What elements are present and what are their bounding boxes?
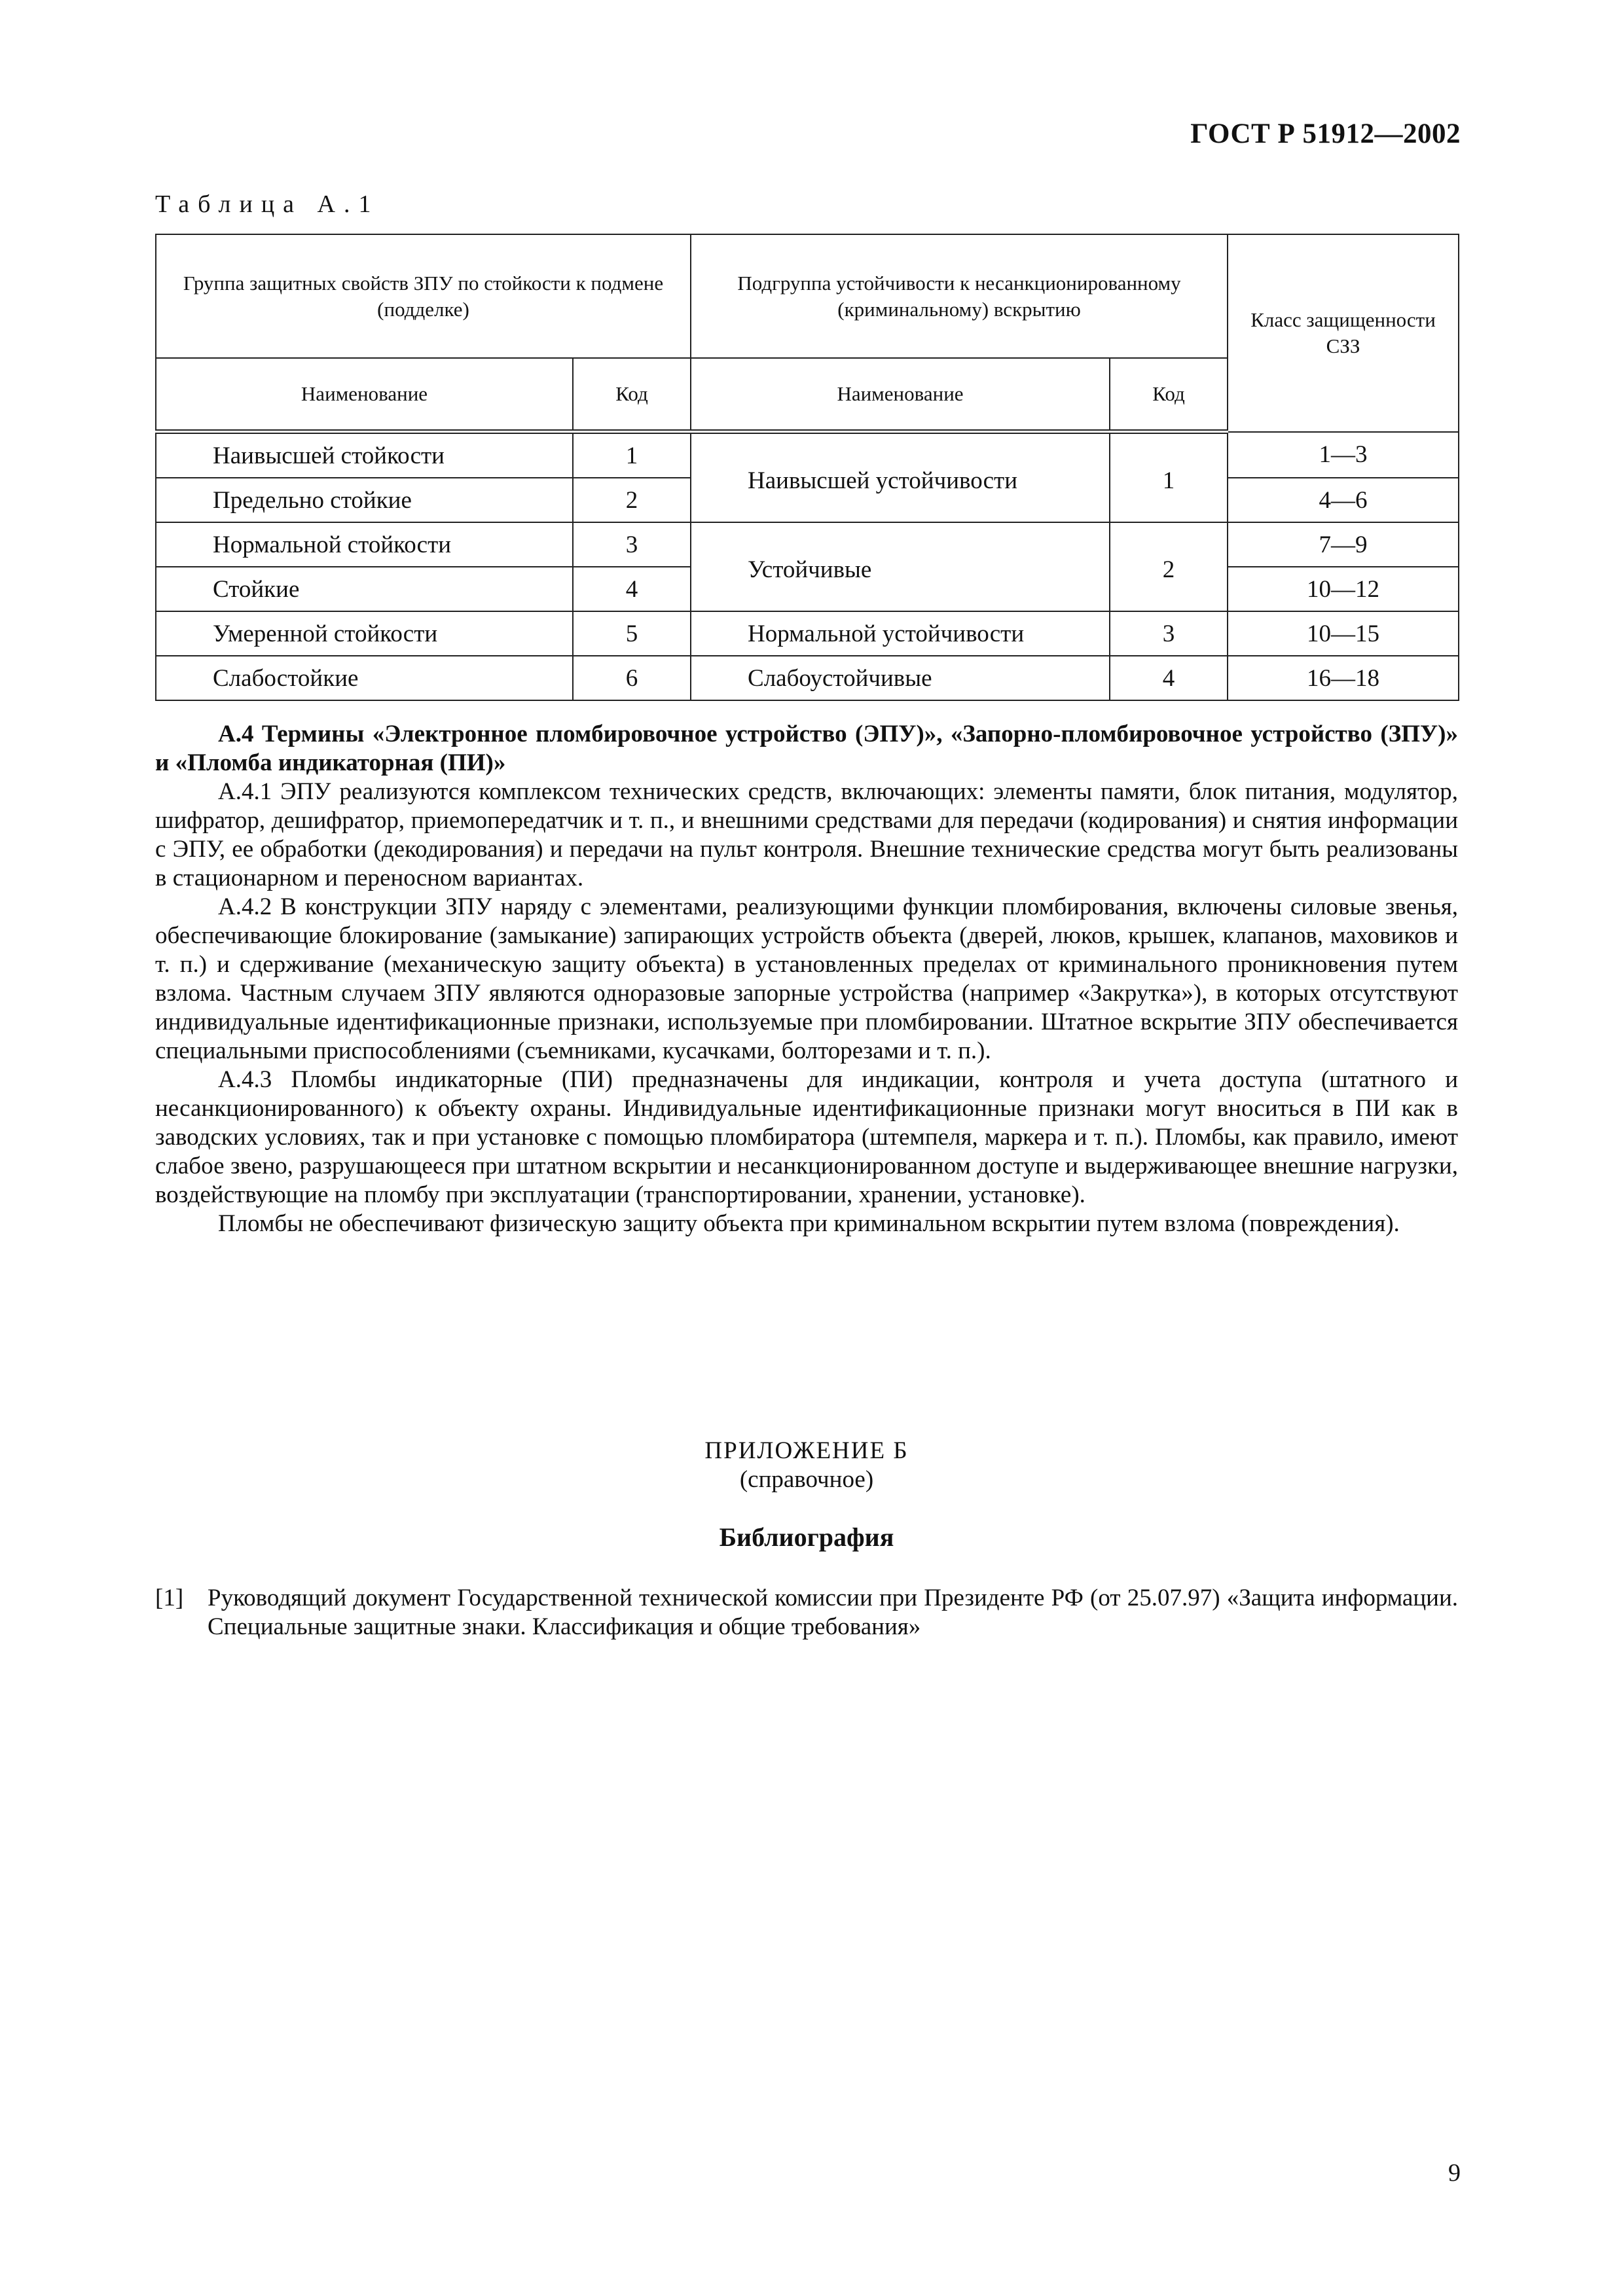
subgroup-code-cell: 3 [1110, 611, 1228, 656]
table-row [156, 522, 1459, 567]
section-a4 [155, 720, 1458, 1238]
table-row [156, 656, 1459, 700]
table-row [156, 432, 1459, 478]
subgroup-name-cell: Нормальной устойчивости [691, 611, 1110, 656]
class-cell: 10—15 [1228, 611, 1459, 656]
bibliography-title: Библиография [719, 1522, 894, 1552]
subgroup-code-cell: 1 [1110, 432, 1228, 523]
subgroup-name-cell: Слабоустойчивые [691, 656, 1110, 700]
paragraph-seals-note: Пломбы не обеспечивают физическую защиту объекта при криминальном вскрытии путем взлома (повреждения). [218, 1210, 1400, 1237]
group-name-cell: Стойкие [156, 567, 573, 611]
table-row [156, 611, 1459, 656]
page-number: 9 [1448, 2159, 1461, 2187]
header-subgroup-code: Код [1110, 358, 1228, 432]
group-code-cell: 1 [573, 432, 691, 478]
group-name-cell: Предельно стойкие [156, 478, 573, 522]
group-name-cell: Умеренной стойкости [156, 611, 573, 656]
subgroup-name-cell: Устойчивые [691, 522, 1110, 611]
header-subgroup: Подгруппа устойчивости к несанкционированному (криминальному) вскрытию [691, 234, 1228, 358]
classification-table [155, 234, 1459, 701]
paragraph-a43: А.4.3 Пломбы индикаторные (ПИ) предназначены для индикации, контроля и учета доступа (штатного и несанкционированного) к объекту охраны. Индивидуальные идентификационные признаки могут вноситься в ПИ как в заводских условиях, так и при установке с помощью пломбиратора (штемпеля, маркера и т. п.). Пломбы, как правило, имеют слабое звено, разрушающееся при штатном вскрытии и несанкционированном доступе и выдерживающее внешние нагрузки, воздействующие на пломбу при эксплуатации (транспортировании, хранении, установке). [155, 1066, 1458, 1208]
subgroup-name-cell: Наивысшей устойчивости [691, 432, 1110, 523]
appendix-subtitle: (справочное) [739, 1466, 874, 1493]
header-group-code: Код [573, 358, 691, 432]
group-code-cell: 3 [573, 522, 691, 567]
header-group: Группа защитных свойств ЗПУ по стойкости к подмене (подделке) [156, 234, 691, 358]
appendix-b [155, 1437, 1458, 1552]
group-name-cell: Слабостойкие [156, 656, 573, 700]
group-code-cell: 6 [573, 656, 691, 700]
class-cell: 1—3 [1228, 432, 1459, 478]
subgroup-code-cell: 4 [1110, 656, 1228, 700]
section-a4-heading: А.4 Термины «Электронное пломбировочное устройство (ЭПУ)», «Запорно-пломбировочное устройство (ЗПУ)» и «Пломба индикаторная (ПИ)» [155, 721, 1458, 776]
classification-table-container [155, 234, 1458, 701]
appendix-title: ПРИЛОЖЕНИЕ Б [704, 1437, 909, 1464]
class-cell: 10—12 [1228, 567, 1459, 611]
group-name-cell: Наивысшей стойкости [156, 432, 573, 478]
header-group-name: Наименование [156, 358, 573, 432]
table-header-row [156, 234, 1459, 358]
class-cell: 7—9 [1228, 522, 1459, 567]
table-caption: Таблица А.1 [155, 190, 380, 218]
references-list [155, 1584, 1458, 1641]
class-cell: 16—18 [1228, 656, 1459, 700]
header-class: Класс защищенности СЗЗ [1228, 234, 1459, 432]
reference-text: Руководящий документ Государственной технической комиссии при Президенте РФ (от 25.07.97) «Защита информации. Специальные защитные знаки. Классификация и общие требования» [208, 1585, 1458, 1640]
group-name-cell: Нормальной стойкости [156, 522, 573, 567]
document-number: ГОСТ Р 51912—2002 [1190, 118, 1461, 149]
paragraph-a42: А.4.2 В конструкции ЗПУ наряду с элементами, реализующими функции пломбирования, включены силовые звенья, обеспечивающие блокирование (замыкание) запирающих устройств объекта (дверей, люков, крышек, клапанов, маховиков и т. п.) и сдерживание (механическую защиту объекта) в установленных пределах от криминального проникновения путем взлома. Частным случаем ЗПУ являются одноразовые запорные устройства (например «Закрутка»), в которых отсутствуют индивидуальные идентификационные признаки, используемые при пломбировании. Штатное вскрытие ЗПУ обеспечивается специальными приспособлениями (съемниками, кусачками, болторезами и т. п.). [155, 893, 1458, 1064]
group-code-cell: 5 [573, 611, 691, 656]
paragraph-a41: А.4.1 ЭПУ реализуются комплексом технических средств, включающих: элементы памяти, блок питания, модулятор, шифратор, дешифратор, приемопередатчик и т. п., и внешними средствами для передачи (кодирования) и снятия информации с ЭПУ, ее обработки (декодирования) и передачи на пульт контроля. Внешние технические средства могут быть реализованы в стационарном и переносном вариантах. [155, 778, 1458, 891]
header-subgroup-name: Наименование [691, 358, 1110, 432]
group-code-cell: 2 [573, 478, 691, 522]
list-item [155, 1584, 1458, 1641]
subgroup-code-cell: 2 [1110, 522, 1228, 611]
class-cell: 4—6 [1228, 478, 1459, 522]
group-code-cell: 4 [573, 567, 691, 611]
reference-number: [1] [155, 1585, 184, 1611]
